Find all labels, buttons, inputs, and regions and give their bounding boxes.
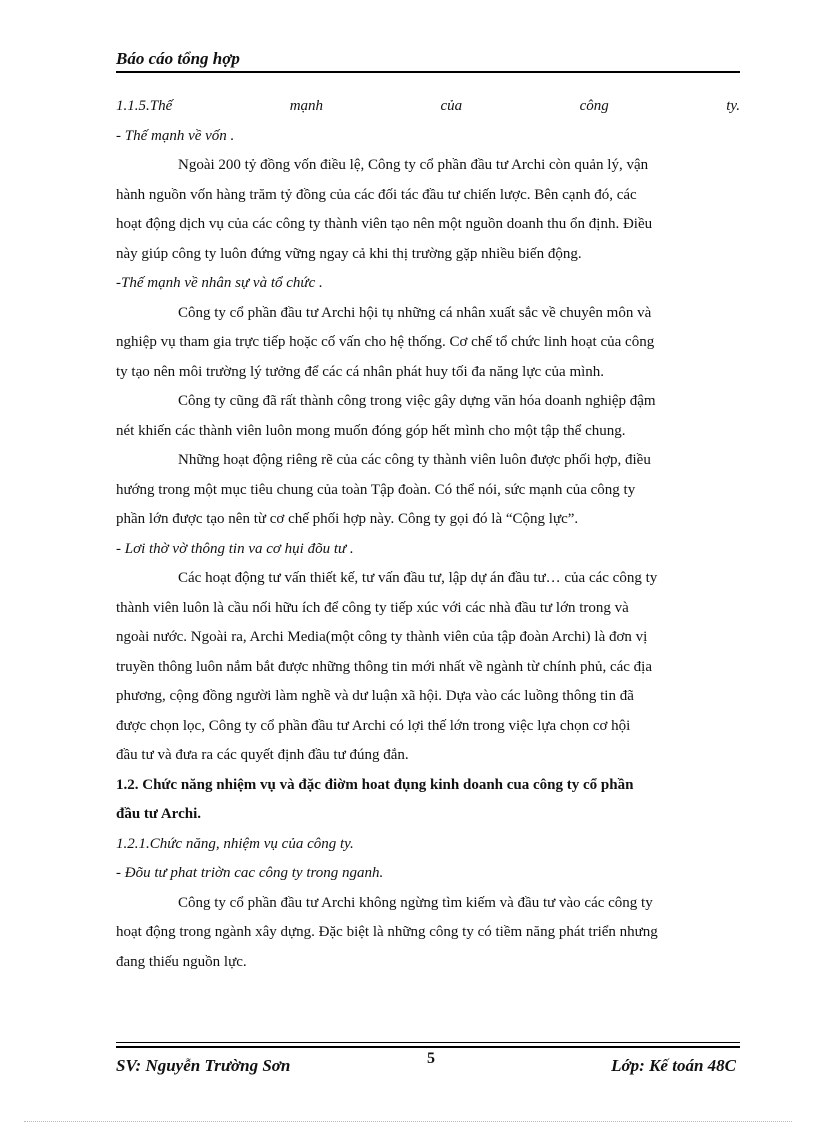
section-heading-1-2-cont: đầu tư Archi. — [116, 806, 201, 822]
subheading-info-advantage: - Lơi thờ vờ thông tin va cơ hụi đõu tư . — [116, 540, 354, 557]
paragraph-line: đầu tư và đưa ra các quyết định đầu tư đúng đắn. — [116, 747, 409, 763]
paragraph-line: đang thiếu nguồn lực. — [116, 953, 247, 970]
header-rule — [116, 71, 740, 73]
footer-class-name: Lớp: Kế toán 48C — [611, 1056, 736, 1075]
paragraph-line: ty tạo nên môi trường lý tưởng để các cá nhân phát huy tối đa năng lực của mình. — [116, 363, 605, 380]
paragraph-line: phần lớn được tạo nên từ cơ chế phối hợp này. Công ty gọi đó là “Cộng lực”. — [116, 511, 579, 527]
header-title: Báo cáo tổng hợp — [116, 49, 240, 68]
paragraph-line: ngoài nước. Ngoài ra, Archi Media(một công ty thành viên của tập đoàn Archi) là đơn vị — [116, 629, 648, 645]
page-edge — [24, 1121, 792, 1122]
heading-word: mạnh — [289, 98, 324, 114]
paragraph-line: phương, cộng đồng người làm nghề và dư luận xã hội. Dựa vào các luồng thông tin đã — [116, 688, 634, 704]
subheading-capital-strength: - Thế mạnh về vốn . — [116, 127, 235, 144]
paragraph-line: hoạt động trong ngành xây dựng. Đặc biệt là những công ty có tiềm năng phát triển nhưng — [116, 924, 658, 940]
page-footer — [116, 1042, 740, 1080]
footer-row — [116, 1050, 740, 1080]
paragraph-line: Công ty cổ phần đầu tư Archi hội tụ những cá nhân xuất sắc về chuyên môn và — [178, 304, 652, 321]
paragraph-line: Những hoạt động riêng rẽ của các công ty thành viên luôn được phối hợp, điều — [178, 452, 651, 468]
section-heading-1-2-1: 1.2.1.Chức năng, nhiệm vụ của công ty. — [116, 835, 354, 852]
footer-rule — [116, 1042, 740, 1048]
paragraph-line: thành viên luôn là cầu nối hữu ích để công ty tiếp xúc với các nhà đầu tư lớn trong và — [116, 599, 629, 616]
paragraph-line: Công ty cũng đã rất thành công trong việc gây dựng văn hóa doanh nghiệp đậm — [178, 393, 656, 409]
subheading-hr-strength: -Thế mạnh về nhân sự và tổ chức . — [116, 275, 323, 291]
page-number: 5 — [427, 1050, 435, 1067]
paragraph-line: nghiệp vụ tham gia trực tiếp hoặc cố vấn cho hệ thống. Cơ chế tổ chức linh hoạt của công — [116, 334, 655, 350]
paragraph-line: hoạt động dịch vụ của các công ty thành viên tạo nên một nguồn doanh thu ổn định. Điều — [116, 216, 653, 232]
section-heading-1-1-5 — [116, 92, 740, 122]
paragraph-line: Công ty cổ phần đầu tư Archi không ngừng tìm kiếm và đầu tư vào các công ty — [178, 894, 653, 911]
paragraph-line: hành nguồn vốn hàng trăm tỷ đồng của các đối tác đầu tư chiến lược. Bên cạnh đó, các — [116, 186, 637, 203]
paragraph-line: được chọn lọc, Công ty cổ phần đầu tư Archi có lợi thế lớn trong việc lựa chọn cơ hội — [116, 717, 631, 734]
heading-word: của — [440, 98, 463, 114]
paragraph-line: Ngoài 200 tỷ đồng vốn điều lệ, Công ty cổ phần đầu tư Archi còn quản lý, vận — [178, 157, 649, 173]
heading-word: công — [579, 98, 609, 114]
page-header — [116, 48, 740, 73]
paragraph-line: truyền thông luôn nắm bắt được những thông tin mới nhất về ngành từ chính phủ, các địa — [116, 658, 652, 675]
paragraph-line: này giúp công ty luôn đứng vững ngay cả khi thị trường gặp nhiều biến động. — [116, 245, 582, 262]
heading-word: ty. — [726, 98, 740, 114]
heading-word: 1.1.5.Thế — [116, 98, 173, 114]
document-body — [116, 92, 740, 977]
paragraph-line: Các hoạt động tư vấn thiết kế, tư vấn đầu tư, lập dự án đầu tư… của các công ty — [178, 570, 658, 586]
paragraph-line: nét khiến các thành viên luôn mong muốn đóng góp hết mình cho một tập thể chung. — [116, 422, 626, 439]
subheading-invest-development: - Đõu tư phat triờn cac công ty trong nganh. — [116, 865, 384, 881]
section-heading-1-2: 1.2. Chức năng nhiệm vụ và đặc điờm hoat đụng kinh doanh cua công ty cổ phần — [116, 776, 634, 793]
paragraph-line: hướng trong một mục tiêu chung của toàn Tập đoàn. Có thể nói, sức mạnh của công ty — [116, 481, 636, 498]
footer-student-name: SV: Nguyễn Trường Sơn — [116, 1056, 291, 1075]
